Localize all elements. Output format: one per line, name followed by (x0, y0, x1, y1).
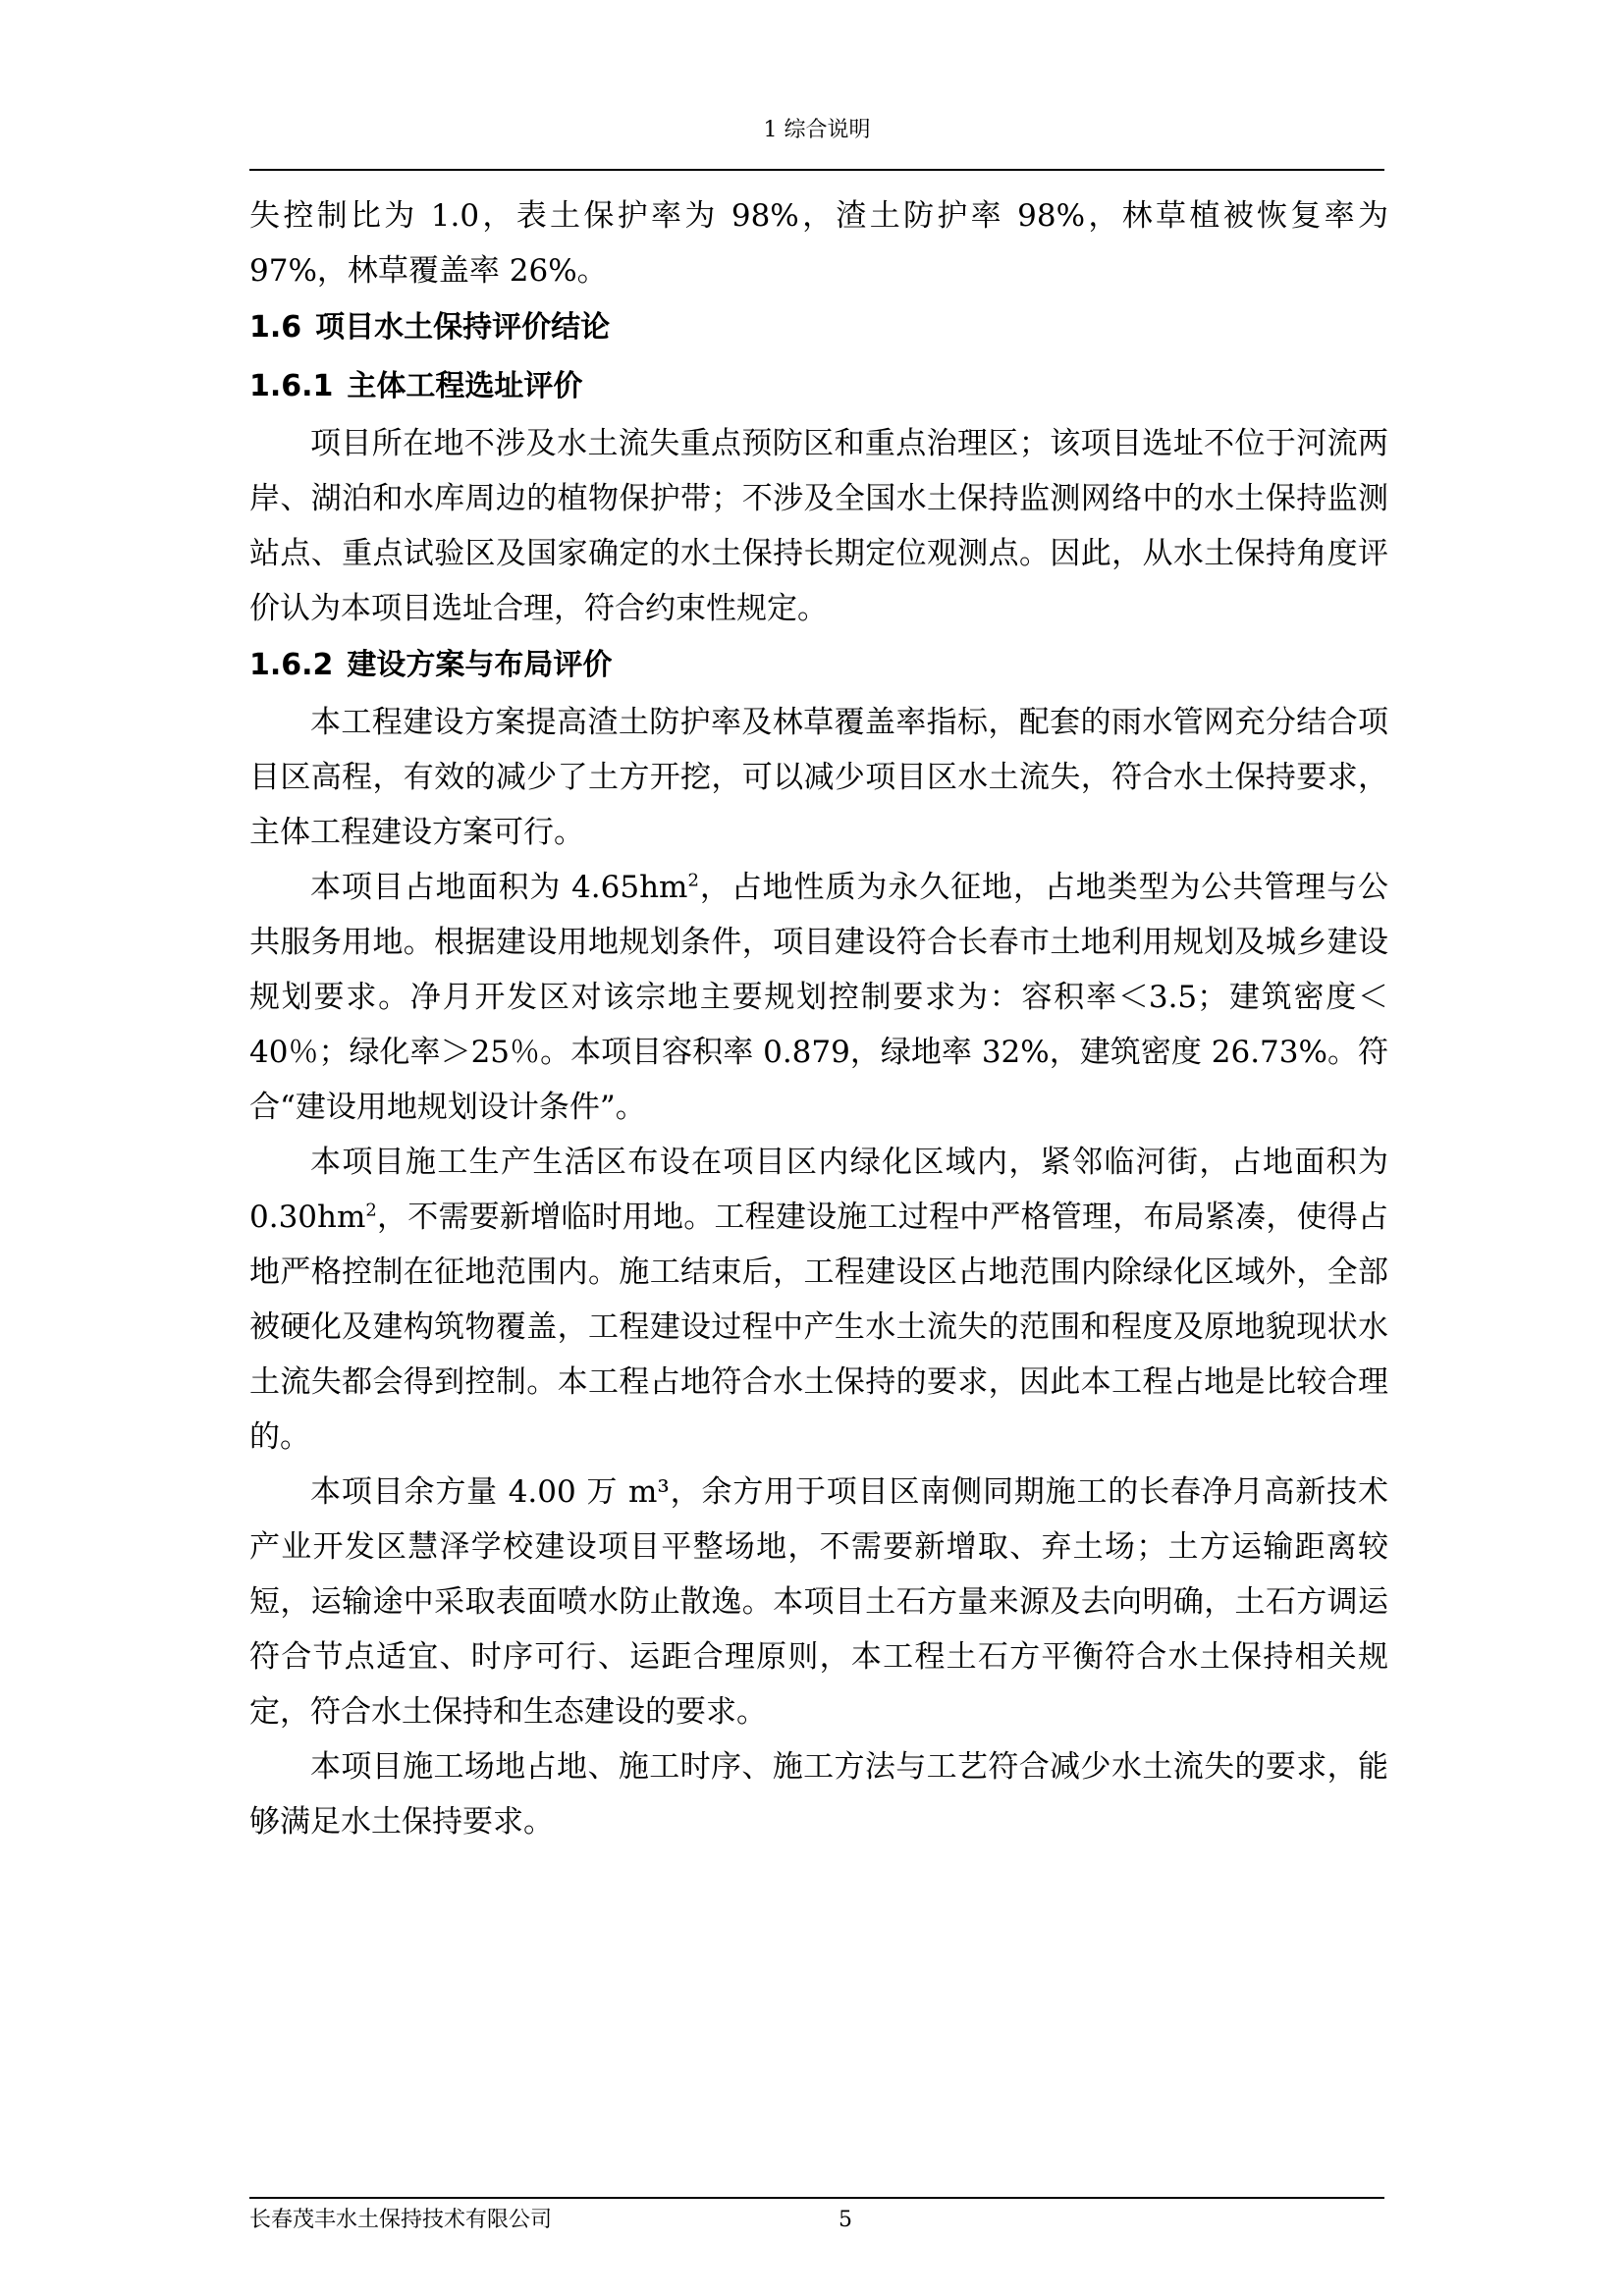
superscript: 2 (687, 870, 699, 891)
paragraph-construction-area (249, 1135, 1388, 1465)
paragraph-earthwork: 本项目余方量 4.00 万 m³，余方用于项目区南侧同期施工的长春净月高新技术产业开发区慧泽学校建设项目平整场地，不需要新增取、弃土场；土方运输距离较短，运输途中采取表面喷水防止散逸。本项目土石方量来源及去向明确，土石方调运符合节点适宜、时序可行、运距合理原则，本工程土石方平衡符合水土保持相关规定，符合水土保持和生态建设的要求。 (249, 1474, 1388, 1730)
page-header (249, 116, 1384, 171)
page-number: 5 (839, 2208, 852, 2232)
section-title: 项目水土保持评价结论 (315, 310, 611, 345)
section-title: 建设方案与布局评价 (347, 648, 613, 682)
page-footer (249, 2197, 1384, 2232)
section-number: 1.6.2 (249, 648, 334, 682)
section-title: 主体工程选址评价 (347, 369, 583, 403)
paragraph-construction-plan: 本工程建设方案提高渣土防护率及林草覆盖率指标，配套的雨水管网充分结合项目区高程，有效的减少了土方开挖，可以减少项目区水土流失，符合水土保持要求，主体工程建设方案可行。 (249, 705, 1388, 850)
section-heading-1-6 (249, 298, 1388, 357)
superscript: 2 (365, 1200, 377, 1221)
paragraph-construction-method: 本项目施工场地占地、施工时序、施工方法与工艺符合减少水土流失的要求，能够满足水土保持要求。 (249, 1749, 1388, 1840)
text-span: 本项目施工生产生活区布设在项目区内绿化区域内，紧邻临河街，占地面积为 0.30hm (249, 1145, 1388, 1235)
section-heading-1-6-1 (249, 357, 1388, 416)
text-span: ，不需要新增临时用地。工程建设施工过程中严格管理，布局紧凑，使得占地严格控制在征地范围内。施工结束后，工程建设区占地范围内除绿化区域外，全部被硬化及建构筑物覆盖，工程建设过程中产生水土流失的范围和程度及原地貌现状水土流失都会得到控制。本工程占地符合水土保持的要求，因此本工程占地是比较合理的。 (249, 1200, 1388, 1455)
section-number: 1.6.1 (249, 369, 334, 403)
paragraph-continued: 失控制比为 1.0，表土保护率为 98%，渣土防护率 98%，林草植被恢复率为 97%，林草覆盖率 26%。 (249, 198, 1388, 289)
header-title: 1 综合说明 (763, 118, 871, 142)
text-span: 本项目占地面积为 4.65hm (310, 870, 688, 905)
document-body (249, 188, 1388, 1849)
section-heading-1-6-2 (249, 636, 1388, 695)
paragraph-site-selection: 项目所在地不涉及水土流失重点预防区和重点治理区；该项目选址不位于河流两岸、湖泊和水库周边的植物保护带；不涉及全国水土保持监测网络中的水土保持监测站点、重点试验区及国家确定的水土保持长期定位观测点。因此，从水土保持角度评价认为本项目选址合理，符合约束性规定。 (249, 426, 1388, 626)
section-number: 1.6 (249, 310, 302, 345)
text-span: ，占地性质为永久征地，占地类型为公共管理与公共服务用地。根据建设用地规划条件，项目建设符合长春市土地利用规划及城乡建设规划要求。净月开发区对该宗地主要规划控制要求为：容积率＜3.5；建筑密度＜40％；绿化率＞25％。本项目容积率 0.879，绿地率 32%，建筑密度 26.73%。符合“建设用地规划设计条件”。 (249, 870, 1388, 1125)
paragraph-land-occupation (249, 860, 1388, 1135)
footer-company: 长春茂丰水土保持技术有限公司 (249, 2208, 553, 2232)
